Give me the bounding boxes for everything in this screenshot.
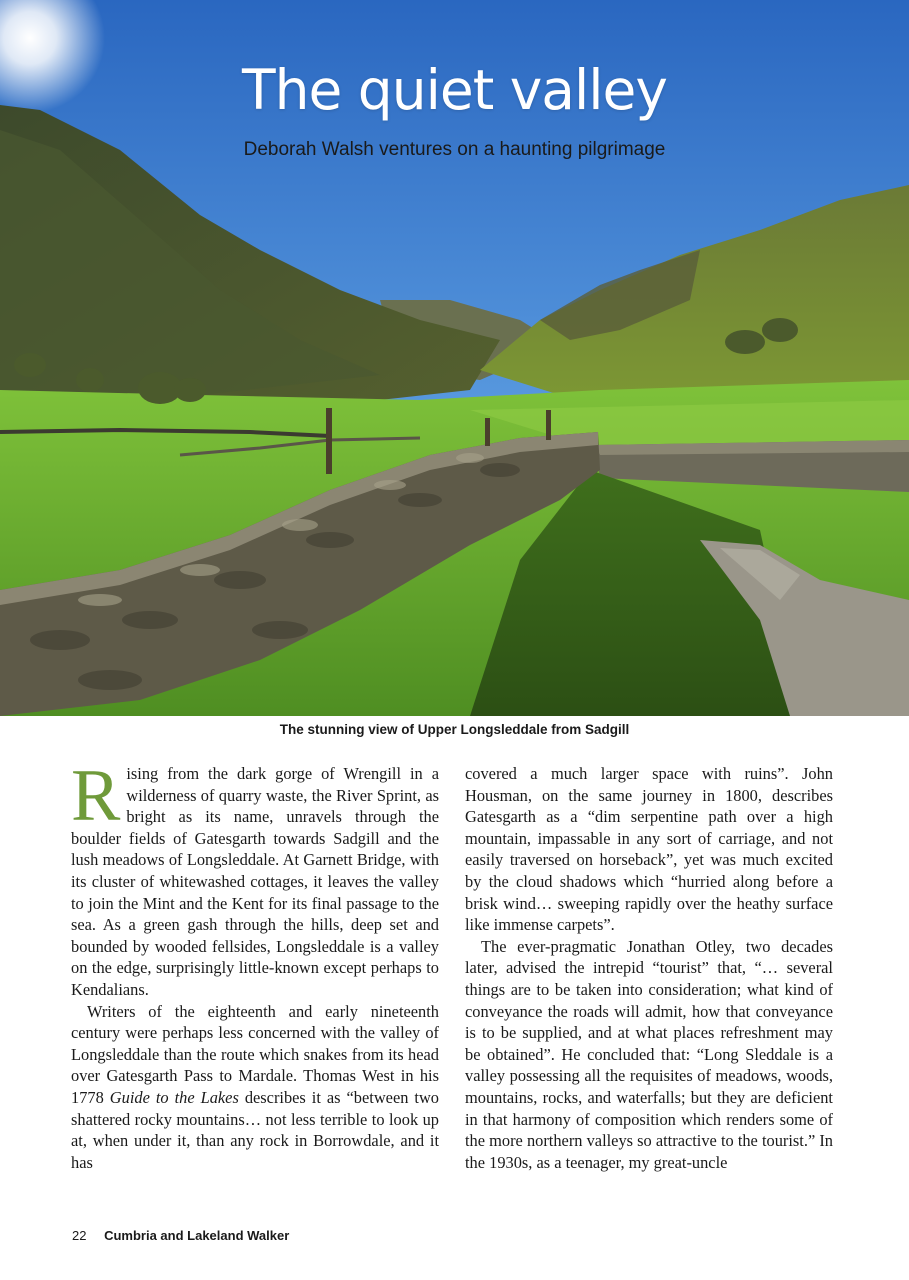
article-title: The quiet valley (242, 58, 667, 122)
magazine-name: Cumbria and Lakeland Walker (104, 1228, 290, 1243)
paragraph (71, 755, 439, 1001)
paragraph: The ever-pragmatic Jonathan Otley, two decades later, advised the intrepid “tourist” that, “… several things are to be taken into consideration; what kind of conveyance the roads will admit, how that conveyance is to be supplied, and at what places refreshment may be obtained”. He concluded that: “Long Sleddale is a valley possessing all the requisites of meadows, woods, mountains, rocks, and waterfalls; but they are deficient in that harmony of composition which renders some of the more northern valleys so attractive to the tourist.” In the 1930s, as a teenager, my great-uncle (465, 936, 833, 1172)
paragraph-text: ising from the dark gorge of Wrengill in a wilderness of quarry waste, the River Sprint, as bright as its name, unravels through the boulder fields of Gatesgarth towards Sadgill and the lush meadows of Longsleddale. At Garnett Bridge, with its cluster of whitewashed cottages, it leaves the valley to join the Mint and the Kent for its final passage to the sea. As a green gash through the hills, deep set and bounded by wooded fellsides, Longsleddale is a valley on the edge, surprisingly little-known except perhaps to Kendalians. (71, 764, 439, 999)
paragraph-text: describes it as “between two shattered rocky mountains… not less terrible to look up at, when under it, than any rock in Borrowdale, and it has (71, 1087, 439, 1172)
paragraph (71, 1001, 439, 1174)
page-number: 22 (72, 1228, 87, 1243)
text-column-right (465, 763, 833, 1173)
drop-cap: R (71, 755, 121, 837)
photo-caption: The stunning view of Upper Longsleddale from Sadgill (279, 722, 630, 737)
paragraph-text: Writers of the eighteenth and early nineteenth century were perhaps less concerned with the valley of Longsleddale than the route which snakes from its head over Gatesgarth Pass to Mardale. Thomas West in his 1778 (71, 1001, 439, 1107)
page-footer (72, 1228, 289, 1243)
text-column-left (71, 755, 439, 1173)
book-title: Guide to the Lakes (109, 1087, 239, 1107)
article-subtitle: Deborah Walsh ventures on a haunting pilgrimage (243, 139, 666, 160)
paragraph: covered a much larger space with ruins”. John Housman, on the same journey in 1800, describes Gatesgarth as a “dim serpentine path over a high mountain, impassable in any sort of carriage, and not easily traversed on horseback”, yet was much excited by the cloud shadows which “hurried along before a brisk wind… sweeping rapidly over the heathy surface like immense carpets”. (465, 764, 833, 935)
